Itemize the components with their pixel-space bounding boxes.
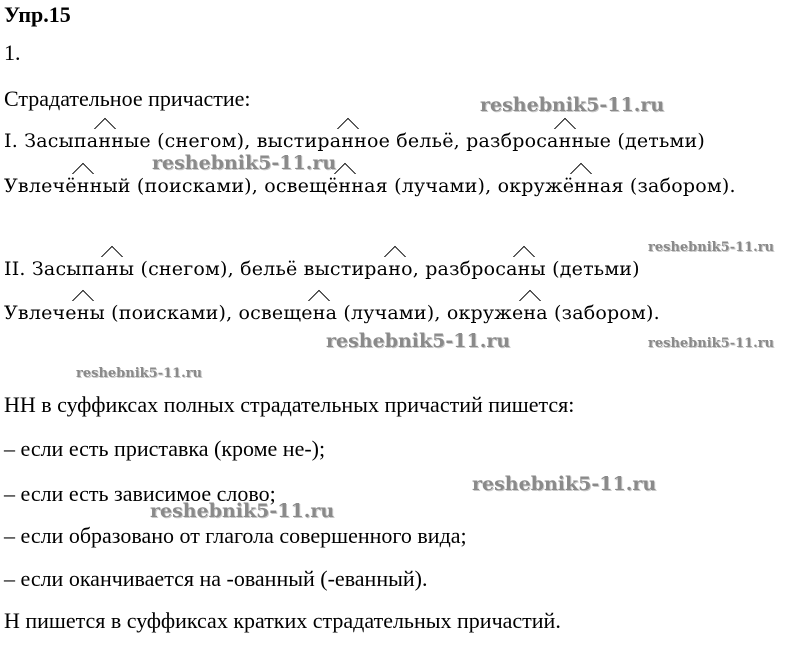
suffix-mark: н (574, 175, 588, 197)
suffix-mark: н (76, 302, 90, 324)
suffix-mark: н (338, 175, 352, 197)
roman-numeral-2: II. (4, 258, 26, 280)
suffix-mark: н (388, 258, 402, 280)
watermark: reshebnik5-11.ru (326, 330, 511, 352)
watermark: reshebnik5-11.ru (480, 94, 665, 116)
nn-rule-heading: НН в суффиксах полных страдательных причастий пишется: (4, 392, 575, 417)
rule-item: – если есть приставка (кроме не-); (4, 436, 326, 461)
item-number: 1. (4, 40, 21, 65)
rule-item: – если есть зависимое слово; (4, 481, 276, 506)
passive-participles-short-line-2: Увлечены (поисками), освещена (лучами), окружена (забором). (4, 302, 660, 324)
suffix-mark: н (523, 302, 537, 324)
watermark: reshebnik5-11.ru (152, 152, 337, 174)
suffix-mark: н (106, 258, 119, 280)
suffix-mark: н (76, 175, 90, 197)
roman-numeral-1: I. (4, 130, 18, 152)
suffix-mark: н (558, 130, 572, 152)
suffix-mark: н (312, 302, 326, 324)
passive-participles-full-line-1: I. Засыпанные (снегом), выстиранное бельё, разбросанные (детьми) (4, 130, 706, 152)
rule-item: – если образовано от глагола совершенного вида; (4, 523, 467, 548)
watermark: reshebnik5-11.ru (648, 336, 775, 351)
rule-item: – если оканчивается на -ованный (-еванный). (4, 566, 428, 591)
n-rule: Н пишется в суффиксах кратких страдательных причастий. (4, 608, 561, 633)
watermark: reshebnik5-11.ru (472, 473, 657, 495)
suffix-mark: н (517, 258, 531, 280)
passive-participles-short-line-1: II. Засыпаны (снегом), бельё выстирано, разбросаны (детьми) (4, 258, 640, 280)
section-heading: Страдательное причастие: (4, 86, 251, 111)
watermark: reshebnik5-11.ru (76, 366, 203, 381)
watermark: reshebnik5-11.ru (648, 240, 775, 255)
watermark: reshebnik5-11.ru (150, 500, 335, 522)
passive-participles-full-line-2: Увлечённый (поисками), освещённая (лучами), окружённая (забором). (4, 175, 736, 197)
suffix-mark: н (341, 130, 355, 152)
exercise-title: Упр.15 (4, 2, 71, 27)
suffix-mark: н (98, 130, 112, 152)
